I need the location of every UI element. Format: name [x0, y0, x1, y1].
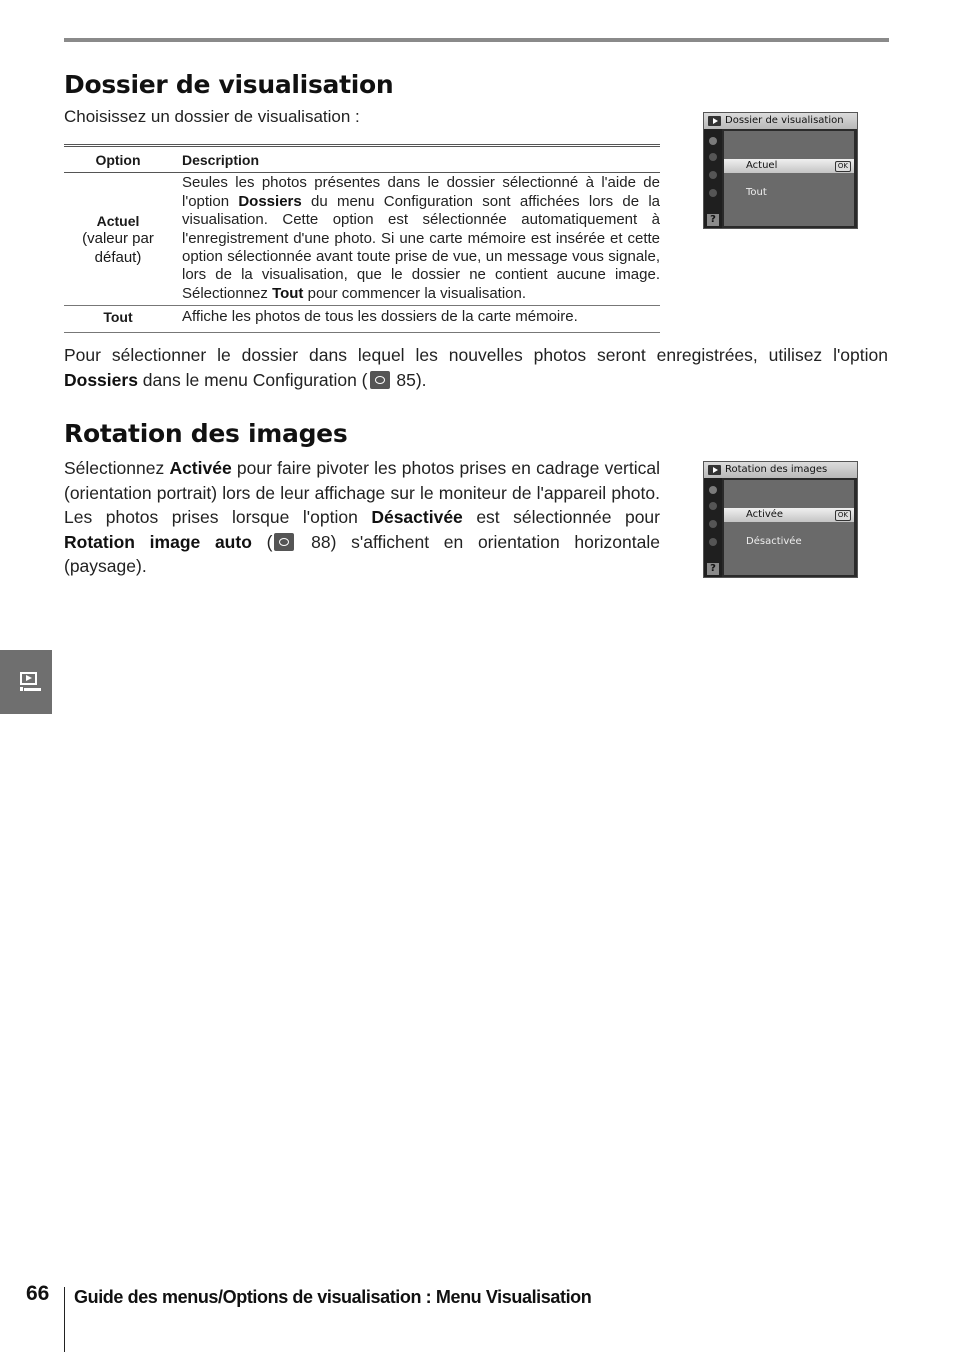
camera-screen-title: Rotation des images — [725, 464, 828, 475]
help-icon: ? — [707, 563, 719, 575]
option-cell — [64, 173, 172, 306]
option-name: Tout — [103, 309, 133, 326]
table-row — [64, 173, 660, 306]
playback-icon-dot — [20, 687, 23, 691]
desc-text: du menu Configuration sont affichées lors de la visualisation. Cette option est sélectionnée automatiquement à l'enregistrement d'une photo. Si une carte mémoire est insérée et cette option sélectionnée avant toute prise de vue, un message vous signale, lors de la visualisation, que le dossier ne contient aucune image. Sélectionnez — [182, 192, 660, 302]
playback-menu-icon — [708, 116, 721, 126]
shooting-menu-icon — [709, 486, 717, 494]
menu-item-activee — [724, 508, 854, 522]
desc-text: Seules les photos présentes dans le dossier sélectionné à l'aide de l'option — [182, 174, 660, 210]
page-number: 66 — [26, 1282, 50, 1305]
para-text: est sélectionnée pour — [462, 507, 660, 528]
para-bold-rotation-image-auto: Rotation image auto — [64, 531, 252, 552]
rotation-paragraph — [64, 456, 660, 579]
menu-item-label: Tout — [746, 187, 767, 198]
description-cell — [172, 173, 660, 306]
retouch-menu-icon — [709, 538, 717, 546]
camera-screen-sidebar — [704, 478, 722, 578]
camera-screen-sidebar — [704, 129, 722, 229]
camera-screen-panel — [724, 480, 854, 575]
camera-screen-titlebar — [704, 113, 857, 129]
menu-item-label: Actuel — [746, 160, 778, 171]
column-header-description: Description — [172, 146, 660, 173]
table-header-row — [64, 146, 660, 173]
camera-screen-rotation — [703, 461, 858, 578]
ok-icon: OK — [835, 161, 851, 172]
camera-screen-title: Dossier de visualisation — [725, 115, 844, 126]
menu-item-tout — [724, 186, 854, 200]
desc-text: pour commencer la visualisation. — [303, 284, 527, 302]
option-name: Actuel — [96, 212, 140, 229]
para-bold-desactivee: Désactivée — [371, 507, 463, 528]
menu-item-label: Activée — [746, 509, 784, 520]
para-text: 85). — [391, 370, 427, 390]
playback-icon — [20, 672, 37, 685]
para-bold-dossiers: Dossiers — [64, 370, 138, 390]
para-text: pour faire pivoter les photos prises en cadrage vertical (orientation portrait) lors de leur affichage sur le moniteur de l'appareil photo. Les photos prises lorsque l'option — [64, 458, 660, 528]
section-intro: Choisissez un dossier de visualisation : — [64, 107, 360, 126]
setup-menu-icon — [709, 171, 717, 179]
ok-icon: OK — [835, 510, 851, 521]
dossiers-paragraph — [64, 343, 888, 393]
custom-settings-icon — [709, 502, 717, 510]
help-icon: ? — [707, 214, 719, 226]
camera-screen-titlebar — [704, 462, 857, 478]
camera-screen-panel — [724, 131, 854, 226]
page-reference-icon — [370, 371, 390, 389]
options-table — [64, 144, 660, 333]
description-cell: Affiche les photos de tous les dossiers de la carte mémoire. — [172, 306, 660, 332]
table-row — [64, 306, 660, 332]
menu-item-actuel — [724, 159, 854, 173]
option-default-note: (valeur par défaut) — [82, 230, 154, 266]
camera-screen-dossier — [703, 112, 858, 229]
top-rule — [64, 38, 889, 42]
section-title-dossier: Dossier de visualisation — [64, 70, 394, 99]
para-text: Sélectionnez — [64, 458, 170, 478]
playback-section-tab — [0, 650, 52, 714]
para-text: dans le menu Configuration ( — [137, 370, 368, 390]
para-text: Pour sélectionner le dossier dans lequel les nouvelles photos seront enregistrées, utilisez l'option — [64, 345, 888, 365]
desc-bold-dossiers: Dossiers — [238, 192, 302, 210]
setup-menu-icon — [709, 520, 717, 528]
playback-menu-icon — [708, 465, 721, 475]
shooting-menu-icon — [709, 137, 717, 145]
column-header-option: Option — [64, 146, 172, 173]
page-reference-icon — [274, 533, 294, 551]
footer-breadcrumb: Guide des menus/Options de visualisation : Menu Visualisation — [74, 1287, 592, 1307]
playback-icon-bar — [24, 688, 41, 691]
para-text: 88) s'affichent en orientation horizontale (paysage). — [64, 531, 660, 577]
para-bold-activee: Activée — [169, 458, 232, 478]
para-text: ( — [251, 531, 273, 552]
menu-item-label: Désactivée — [746, 536, 802, 547]
retouch-menu-icon — [709, 189, 717, 197]
custom-settings-icon — [709, 153, 717, 161]
section-title-rotation: Rotation des images — [64, 419, 348, 448]
footer-rule — [64, 1287, 65, 1352]
desc-bold-tout: Tout — [272, 284, 304, 302]
menu-item-desactivee — [724, 535, 854, 549]
option-cell — [64, 306, 172, 332]
